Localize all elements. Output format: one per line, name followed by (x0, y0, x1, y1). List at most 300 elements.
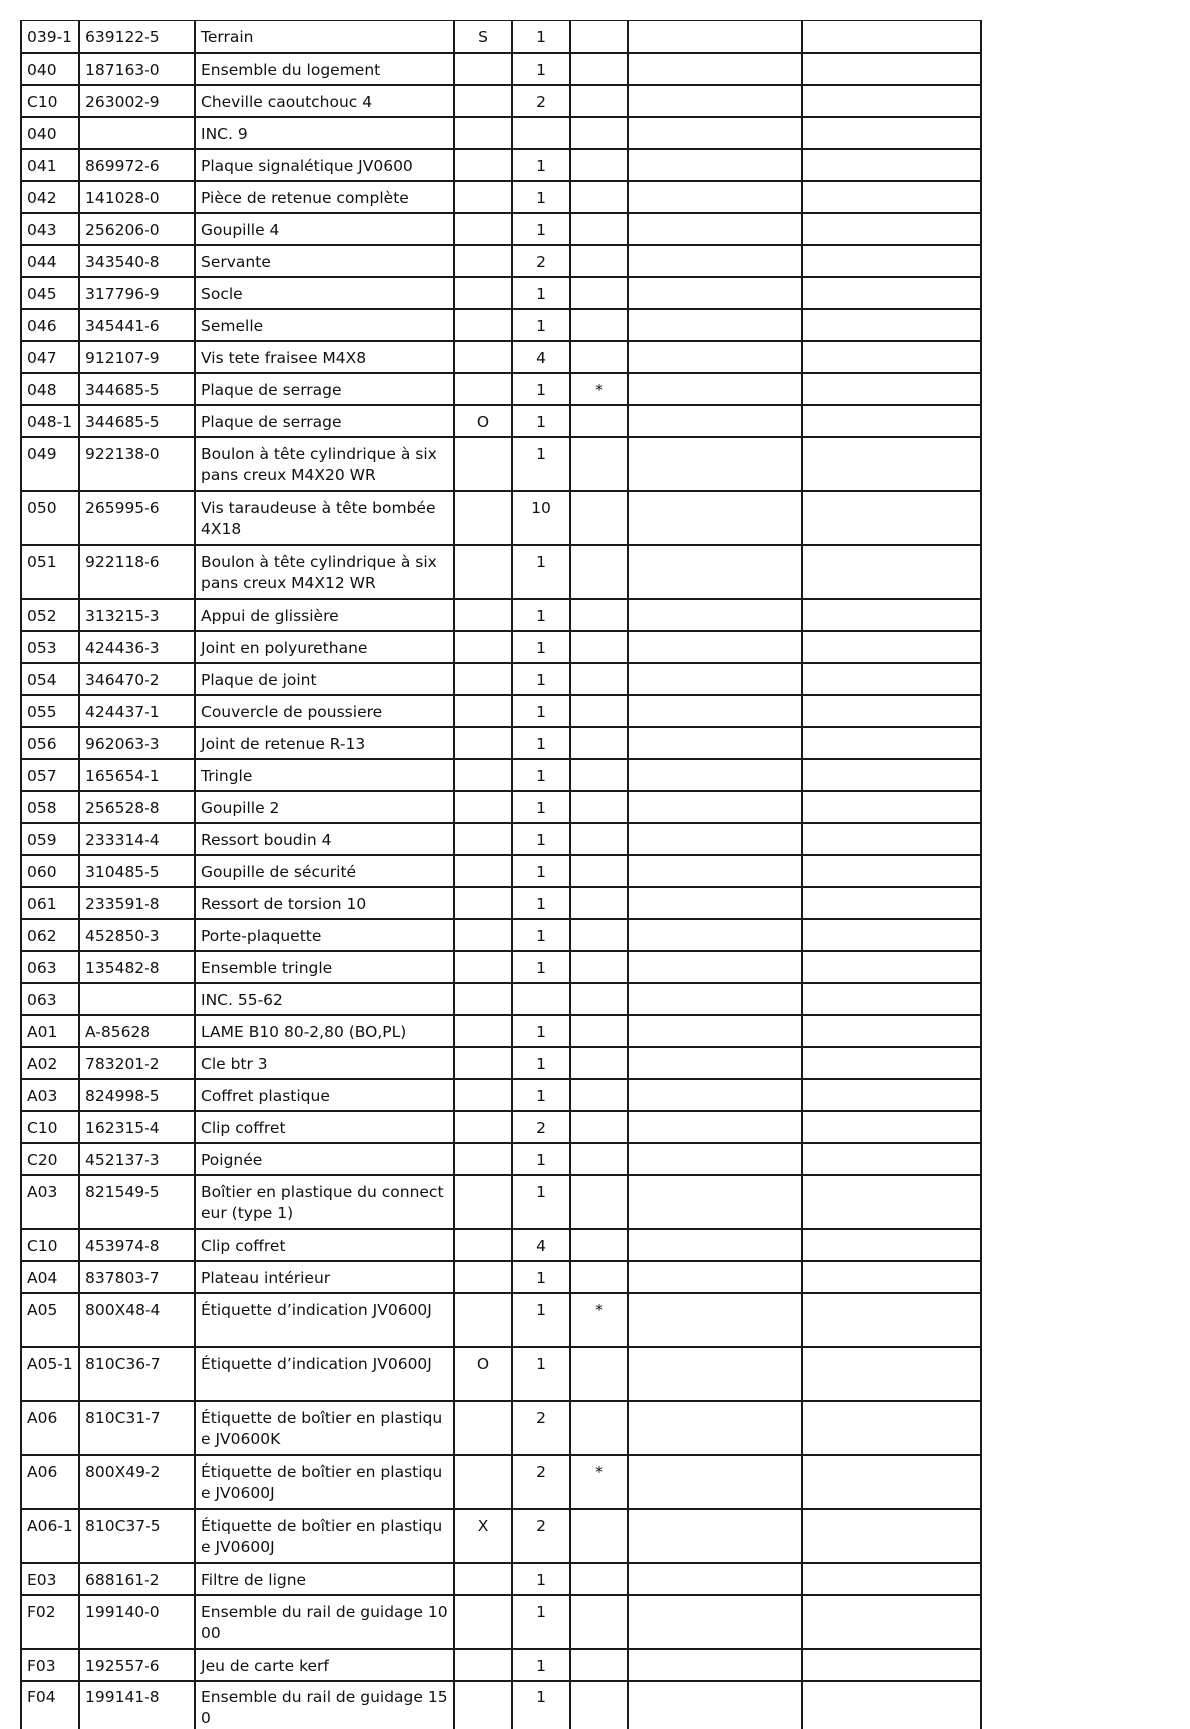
blank-cell (628, 791, 802, 823)
description-cell: Plaque de serrage (195, 373, 454, 405)
item-number-cell: 043 (21, 213, 79, 245)
table-row (21, 1681, 981, 1729)
table-row (21, 1563, 981, 1595)
item-number-cell: 056 (21, 727, 79, 759)
blank-cell (802, 663, 981, 695)
description-cell: Ensemble tringle (195, 951, 454, 983)
description-cell: Plaque de serrage (195, 405, 454, 437)
quantity-cell: 1 (512, 855, 570, 887)
quantity-cell: 2 (512, 1455, 570, 1509)
item-number-cell: 053 (21, 631, 79, 663)
blank-cell (628, 1509, 802, 1563)
note-cell (454, 213, 512, 245)
item-number-cell: C20 (21, 1143, 79, 1175)
mark-cell (570, 85, 628, 117)
blank-cell (628, 1563, 802, 1595)
item-number-cell: C10 (21, 1111, 79, 1143)
blank-cell (802, 1015, 981, 1047)
part-number-cell: 800X49-2 (79, 1455, 195, 1509)
item-number-cell: A02 (21, 1047, 79, 1079)
note-cell: O (454, 1347, 512, 1401)
blank-cell (628, 1455, 802, 1509)
part-number-cell: 810C37-5 (79, 1509, 195, 1563)
table-row (21, 919, 981, 951)
blank-cell (802, 277, 981, 309)
blank-cell (628, 1649, 802, 1681)
description-cell: Étiquette d’indication JV0600J (195, 1347, 454, 1401)
table-row (21, 1229, 981, 1261)
item-number-cell: 051 (21, 545, 79, 599)
part-number-cell: 162315-4 (79, 1111, 195, 1143)
blank-cell (802, 1509, 981, 1563)
mark-cell (570, 1347, 628, 1401)
quantity-cell: 2 (512, 245, 570, 277)
table-row (21, 695, 981, 727)
blank-cell (628, 149, 802, 181)
description-cell: LAME B10 80-2,80 (BO,PL) (195, 1015, 454, 1047)
table-row (21, 85, 981, 117)
description-cell: Poignée (195, 1143, 454, 1175)
description-cell: Goupille 4 (195, 213, 454, 245)
description-cell: Cle btr 3 (195, 1047, 454, 1079)
mark-cell (570, 117, 628, 149)
blank-cell (628, 1175, 802, 1229)
quantity-cell: 1 (512, 1261, 570, 1293)
quantity-cell: 1 (512, 759, 570, 791)
mark-cell: * (570, 1455, 628, 1509)
mark-cell: * (570, 373, 628, 405)
description-cell: Clip coffret (195, 1111, 454, 1143)
item-number-cell: 041 (21, 149, 79, 181)
mark-cell (570, 631, 628, 663)
table-row (21, 983, 981, 1015)
mark-cell (570, 663, 628, 695)
mark-cell (570, 1015, 628, 1047)
quantity-cell: 1 (512, 1015, 570, 1047)
note-cell (454, 1079, 512, 1111)
blank-cell (802, 85, 981, 117)
blank-cell (802, 405, 981, 437)
description-cell: Ensemble du rail de guidage 150 (195, 1681, 454, 1729)
note-cell: O (454, 405, 512, 437)
note-cell (454, 1293, 512, 1347)
quantity-cell: 1 (512, 1047, 570, 1079)
quantity-cell: 4 (512, 1229, 570, 1261)
table-row (21, 599, 981, 631)
quantity-cell: 1 (512, 373, 570, 405)
part-number-cell: 310485-5 (79, 855, 195, 887)
blank-cell (628, 887, 802, 919)
item-number-cell: A05-1 (21, 1347, 79, 1401)
item-number-cell: 039-1 (21, 21, 79, 53)
part-number-cell: 346470-2 (79, 663, 195, 695)
quantity-cell: 1 (512, 213, 570, 245)
part-number-cell: 424436-3 (79, 631, 195, 663)
part-number-cell: 869972-6 (79, 149, 195, 181)
blank-cell (802, 919, 981, 951)
blank-cell (628, 21, 802, 53)
note-cell (454, 1111, 512, 1143)
blank-cell (628, 1047, 802, 1079)
table-row (21, 791, 981, 823)
note-cell (454, 117, 512, 149)
blank-cell (802, 545, 981, 599)
quantity-cell: 1 (512, 437, 570, 491)
description-cell: Ressort de torsion 10 (195, 887, 454, 919)
mark-cell (570, 1649, 628, 1681)
note-cell: S (454, 21, 512, 53)
blank-cell (628, 631, 802, 663)
blank-cell (802, 1649, 981, 1681)
blank-cell (802, 1111, 981, 1143)
part-number-cell: 263002-9 (79, 85, 195, 117)
blank-cell (628, 53, 802, 85)
quantity-cell: 1 (512, 21, 570, 53)
blank-cell (628, 1347, 802, 1401)
part-number-cell: 192557-6 (79, 1649, 195, 1681)
mark-cell (570, 1047, 628, 1079)
quantity-cell: 1 (512, 919, 570, 951)
note-cell: X (454, 1509, 512, 1563)
part-number-cell: 837803-7 (79, 1261, 195, 1293)
blank-cell (628, 245, 802, 277)
item-number-cell: 059 (21, 823, 79, 855)
item-number-cell: 047 (21, 341, 79, 373)
quantity-cell: 10 (512, 491, 570, 545)
note-cell (454, 631, 512, 663)
note-cell (454, 1015, 512, 1047)
part-number-cell: 800X48-4 (79, 1293, 195, 1347)
part-number-cell: 452137-3 (79, 1143, 195, 1175)
mark-cell (570, 341, 628, 373)
part-number-cell: 922118-6 (79, 545, 195, 599)
item-number-cell: A06 (21, 1401, 79, 1455)
part-number-cell: A-85628 (79, 1015, 195, 1047)
mark-cell (570, 149, 628, 181)
mark-cell: * (570, 1293, 628, 1347)
blank-cell (628, 1079, 802, 1111)
item-number-cell: 054 (21, 663, 79, 695)
item-number-cell: 057 (21, 759, 79, 791)
description-cell: Servante (195, 245, 454, 277)
note-cell (454, 1455, 512, 1509)
blank-cell (628, 491, 802, 545)
item-number-cell: E03 (21, 1563, 79, 1595)
item-number-cell: 050 (21, 491, 79, 545)
blank-cell (802, 1681, 981, 1729)
part-number-cell: 424437-1 (79, 695, 195, 727)
description-cell: Terrain (195, 21, 454, 53)
item-number-cell: A01 (21, 1015, 79, 1047)
blank-cell (802, 1595, 981, 1649)
blank-cell (628, 373, 802, 405)
mark-cell (570, 599, 628, 631)
table-row (21, 823, 981, 855)
blank-cell (628, 117, 802, 149)
description-cell: Étiquette de boîtier en plastique JV0600K (195, 1401, 454, 1455)
description-cell: Porte-plaquette (195, 919, 454, 951)
quantity-cell: 1 (512, 951, 570, 983)
description-cell: Joint en polyurethane (195, 631, 454, 663)
description-cell: Étiquette de boîtier en plastique JV0600J (195, 1455, 454, 1509)
quantity-cell: 1 (512, 181, 570, 213)
blank-cell (802, 1143, 981, 1175)
table-row (21, 117, 981, 149)
part-number-cell: 265995-6 (79, 491, 195, 545)
description-cell: Vis tete fraisee M4X8 (195, 341, 454, 373)
blank-cell (628, 1681, 802, 1729)
table-row (21, 1261, 981, 1293)
table-row (21, 1047, 981, 1079)
blank-cell (628, 181, 802, 213)
table-row (21, 663, 981, 695)
quantity-cell: 2 (512, 85, 570, 117)
description-cell: Appui de glissière (195, 599, 454, 631)
blank-cell (628, 951, 802, 983)
mark-cell (570, 951, 628, 983)
item-number-cell: A06-1 (21, 1509, 79, 1563)
note-cell (454, 823, 512, 855)
table-row (21, 245, 981, 277)
description-cell: Étiquette d’indication JV0600J (195, 1293, 454, 1347)
mark-cell (570, 1079, 628, 1111)
item-number-cell: 058 (21, 791, 79, 823)
part-number-cell (79, 117, 195, 149)
blank-cell (802, 213, 981, 245)
part-number-cell: 810C31-7 (79, 1401, 195, 1455)
part-number-cell: 922138-0 (79, 437, 195, 491)
mark-cell (570, 309, 628, 341)
quantity-cell: 1 (512, 727, 570, 759)
table-row (21, 727, 981, 759)
description-cell: INC. 55-62 (195, 983, 454, 1015)
table-row (21, 491, 981, 545)
quantity-cell: 4 (512, 341, 570, 373)
table-row (21, 1293, 981, 1347)
description-cell: Clip coffret (195, 1229, 454, 1261)
blank-cell (628, 823, 802, 855)
mark-cell (570, 1563, 628, 1595)
mark-cell (570, 1509, 628, 1563)
parts-table (20, 20, 982, 1729)
mark-cell (570, 823, 628, 855)
part-number-cell: 452850-3 (79, 919, 195, 951)
note-cell (454, 53, 512, 85)
blank-cell (802, 1401, 981, 1455)
mark-cell (570, 1595, 628, 1649)
description-cell: Plaque de joint (195, 663, 454, 695)
table-row (21, 1455, 981, 1509)
quantity-cell: 1 (512, 309, 570, 341)
item-number-cell: 052 (21, 599, 79, 631)
blank-cell (802, 887, 981, 919)
blank-cell (628, 437, 802, 491)
blank-cell (628, 1111, 802, 1143)
blank-cell (802, 1261, 981, 1293)
blank-cell (802, 437, 981, 491)
description-cell: Joint de retenue R-13 (195, 727, 454, 759)
mark-cell (570, 213, 628, 245)
note-cell (454, 919, 512, 951)
table-row (21, 1595, 981, 1649)
part-number-cell: 199141-8 (79, 1681, 195, 1729)
part-number-cell: 187163-0 (79, 53, 195, 85)
table-row (21, 213, 981, 245)
blank-cell (802, 1293, 981, 1347)
blank-cell (802, 599, 981, 631)
item-number-cell: 048-1 (21, 405, 79, 437)
mark-cell (570, 759, 628, 791)
quantity-cell: 2 (512, 1111, 570, 1143)
note-cell (454, 1401, 512, 1455)
blank-cell (628, 1401, 802, 1455)
item-number-cell: F03 (21, 1649, 79, 1681)
part-number-cell: 783201-2 (79, 1047, 195, 1079)
blank-cell (802, 1175, 981, 1229)
note-cell (454, 1595, 512, 1649)
mark-cell (570, 181, 628, 213)
note-cell (454, 1143, 512, 1175)
item-number-cell: A06 (21, 1455, 79, 1509)
note-cell (454, 727, 512, 759)
note-cell (454, 951, 512, 983)
table-row (21, 1111, 981, 1143)
mark-cell (570, 695, 628, 727)
table-row (21, 277, 981, 309)
item-number-cell: C10 (21, 1229, 79, 1261)
item-number-cell: A04 (21, 1261, 79, 1293)
note-cell (454, 1229, 512, 1261)
blank-cell (802, 21, 981, 53)
item-number-cell: 061 (21, 887, 79, 919)
item-number-cell: 063 (21, 983, 79, 1015)
blank-cell (628, 1293, 802, 1347)
blank-cell (802, 309, 981, 341)
table-row (21, 53, 981, 85)
item-number-cell: A05 (21, 1293, 79, 1347)
item-number-cell: 063 (21, 951, 79, 983)
quantity-cell: 1 (512, 1079, 570, 1111)
mark-cell (570, 887, 628, 919)
note-cell (454, 437, 512, 491)
blank-cell (628, 663, 802, 695)
blank-cell (628, 1143, 802, 1175)
item-number-cell: 048 (21, 373, 79, 405)
table-row (21, 21, 981, 53)
mark-cell (570, 727, 628, 759)
mark-cell (570, 983, 628, 1015)
note-cell (454, 663, 512, 695)
item-number-cell: 062 (21, 919, 79, 951)
blank-cell (802, 951, 981, 983)
blank-cell (802, 1229, 981, 1261)
part-number-cell: 141028-0 (79, 181, 195, 213)
part-number-cell: 135482-8 (79, 951, 195, 983)
mark-cell (570, 545, 628, 599)
mark-cell (570, 1175, 628, 1229)
description-cell: Couvercle de poussiere (195, 695, 454, 727)
mark-cell (570, 21, 628, 53)
item-number-cell: 042 (21, 181, 79, 213)
quantity-cell: 1 (512, 1595, 570, 1649)
quantity-cell (512, 983, 570, 1015)
blank-cell (802, 373, 981, 405)
mark-cell (570, 405, 628, 437)
table-row (21, 887, 981, 919)
note-cell (454, 791, 512, 823)
note-cell (454, 309, 512, 341)
blank-cell (802, 727, 981, 759)
mark-cell (570, 1681, 628, 1729)
item-number-cell: 046 (21, 309, 79, 341)
blank-cell (628, 545, 802, 599)
blank-cell (628, 405, 802, 437)
quantity-cell: 1 (512, 631, 570, 663)
blank-cell (628, 85, 802, 117)
blank-cell (802, 983, 981, 1015)
note-cell (454, 245, 512, 277)
part-number-cell: 317796-9 (79, 277, 195, 309)
blank-cell (628, 599, 802, 631)
item-number-cell: A03 (21, 1079, 79, 1111)
quantity-cell: 1 (512, 823, 570, 855)
quantity-cell: 1 (512, 1293, 570, 1347)
mark-cell (570, 53, 628, 85)
note-cell (454, 1649, 512, 1681)
part-number-cell: 233314-4 (79, 823, 195, 855)
note-cell (454, 149, 512, 181)
table-row (21, 1143, 981, 1175)
blank-cell (628, 1595, 802, 1649)
table-row (21, 437, 981, 491)
description-cell: Boîtier en plastique du connecteur (type 1) (195, 1175, 454, 1229)
blank-cell (628, 695, 802, 727)
blank-cell (628, 213, 802, 245)
mark-cell (570, 1229, 628, 1261)
description-cell: Socle (195, 277, 454, 309)
table-row (21, 1401, 981, 1455)
blank-cell (628, 1229, 802, 1261)
blank-cell (628, 759, 802, 791)
description-cell: Étiquette de boîtier en plastique JV0600J (195, 1509, 454, 1563)
note-cell (454, 545, 512, 599)
part-number-cell: 962063-3 (79, 727, 195, 759)
quantity-cell: 1 (512, 695, 570, 727)
blank-cell (628, 341, 802, 373)
blank-cell (628, 1015, 802, 1047)
quantity-cell: 1 (512, 599, 570, 631)
item-number-cell: 045 (21, 277, 79, 309)
blank-cell (802, 855, 981, 887)
description-cell: Jeu de carte kerf (195, 1649, 454, 1681)
mark-cell (570, 245, 628, 277)
item-number-cell: A03 (21, 1175, 79, 1229)
description-cell: Ensemble du rail de guidage 1000 (195, 1595, 454, 1649)
quantity-cell: 1 (512, 1175, 570, 1229)
note-cell (454, 695, 512, 727)
mark-cell (570, 491, 628, 545)
table-row (21, 1015, 981, 1047)
table-row (21, 631, 981, 663)
note-cell (454, 85, 512, 117)
item-number-cell: 049 (21, 437, 79, 491)
part-number-cell: 912107-9 (79, 341, 195, 373)
blank-cell (802, 1079, 981, 1111)
part-number-cell: 344685-5 (79, 373, 195, 405)
item-number-cell: 060 (21, 855, 79, 887)
note-cell (454, 887, 512, 919)
blank-cell (802, 117, 981, 149)
